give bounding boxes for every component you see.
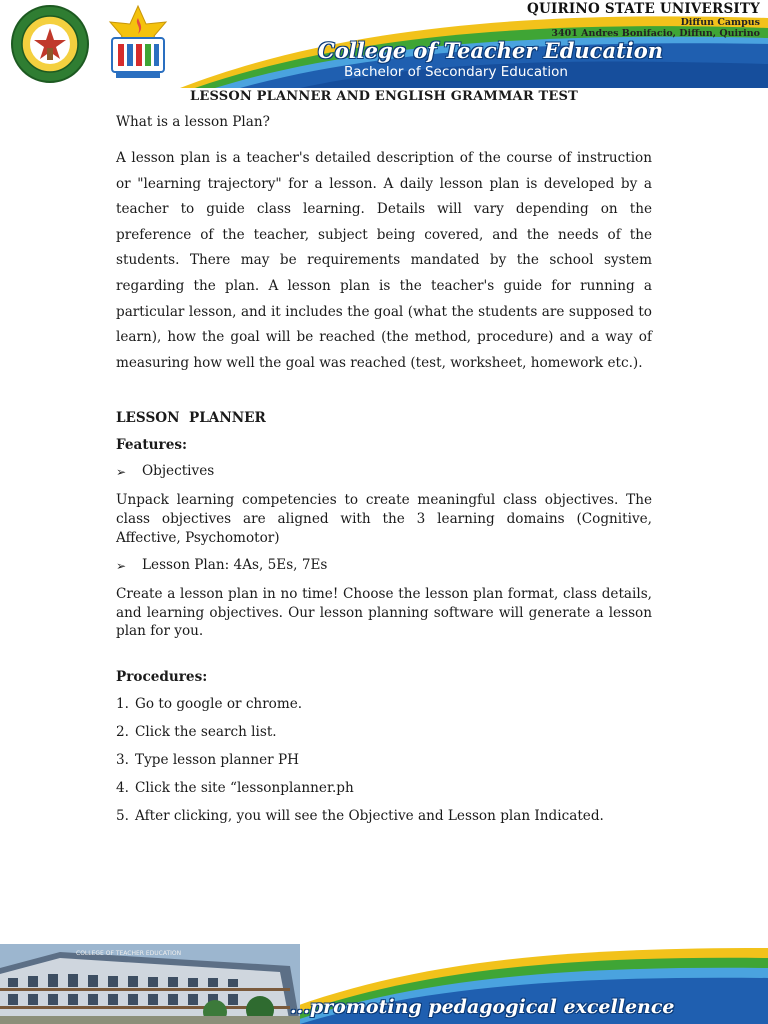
campus-address: 3401 Andres Bonifacio, Diffun, Quirino — [551, 28, 760, 39]
step-number: 1. — [116, 695, 129, 712]
list-item — [116, 751, 652, 769]
arrow-bullet-icon: ➢ — [116, 465, 127, 480]
document-body — [116, 86, 652, 825]
program-name: Bachelor of Secondary Education — [344, 64, 568, 80]
slogan: ...promoting pedagogical excellence — [290, 996, 675, 1018]
procedures-list — [116, 695, 652, 825]
university-name: QUIRINO STATE UNIVERSITY — [527, 1, 760, 17]
document-title: LESSON PLANNER AND ENGLISH GRAMMAR TEST — [190, 89, 578, 104]
feature-description: Create a lesson plan in no time! Choose the lesson plan format, class details, and learning objectives. Our lesson planning software will generate a lesson plan for you. — [116, 586, 652, 640]
procedures-heading: Procedures: — [116, 668, 208, 685]
section-heading: LESSON PLANNER — [116, 410, 266, 427]
list-item — [116, 695, 652, 713]
definition-paragraph: A lesson plan is a teacher's detailed description of the course of instruction or "learning trajectory" for a lesson. A daily lesson plan is developed by a teacher to guide class learning. Details will vary depending on the preference of the teacher, subject being covered, and the needs of the students. There may be requirements mandated by the school system regarding the plan. A lesson plan is the teacher's guide for running a particular lesson, and it includes the goal (what the students are supposed to learn), how the goal will be reached (the method, procedure) and a way of measuring how well the goal was reached (test, worksheet, homework etc.). — [116, 150, 652, 371]
step-number: 3. — [116, 751, 129, 768]
step-number: 2. — [116, 723, 129, 740]
feature-title: Objectives — [142, 463, 215, 480]
letterhead — [0, 0, 768, 88]
step-text: After clicking, you will see the Objective and Lesson plan Indicated. — [135, 807, 604, 824]
college-name: College of Teacher Education — [318, 38, 664, 63]
building-sign: COLLEGE OF TEACHER EDUCATION — [76, 950, 182, 957]
feature-bullet — [116, 557, 652, 575]
feature-description: Unpack learning competencies to create meaningful class objectives. The class objectives are aligned with the 3 learning domains (Cognitive, Affective, Psychomotor) — [116, 492, 652, 546]
list-item — [116, 807, 652, 825]
step-number: 4. — [116, 779, 129, 796]
step-text: Type lesson planner PH — [135, 751, 299, 768]
feature-bullet — [116, 463, 652, 481]
college-logo-icon — [96, 4, 180, 86]
footer-banner — [0, 938, 768, 1024]
step-text: Click the site “lessonplanner.ph — [135, 779, 354, 796]
step-text: Go to google or chrome. — [135, 695, 303, 712]
list-item — [116, 723, 652, 741]
university-seal-icon — [10, 4, 90, 84]
step-text: Click the search list. — [135, 723, 277, 740]
feature-title: Lesson Plan: 4As, 5Es, 7Es — [142, 557, 328, 574]
campus-name: Diffun Campus — [680, 17, 760, 28]
question-line: What is a lesson Plan? — [116, 114, 270, 130]
step-number: 5. — [116, 807, 129, 824]
features-heading: Features: — [116, 437, 188, 454]
arrow-bullet-icon: ➢ — [116, 559, 127, 574]
list-item — [116, 779, 652, 797]
